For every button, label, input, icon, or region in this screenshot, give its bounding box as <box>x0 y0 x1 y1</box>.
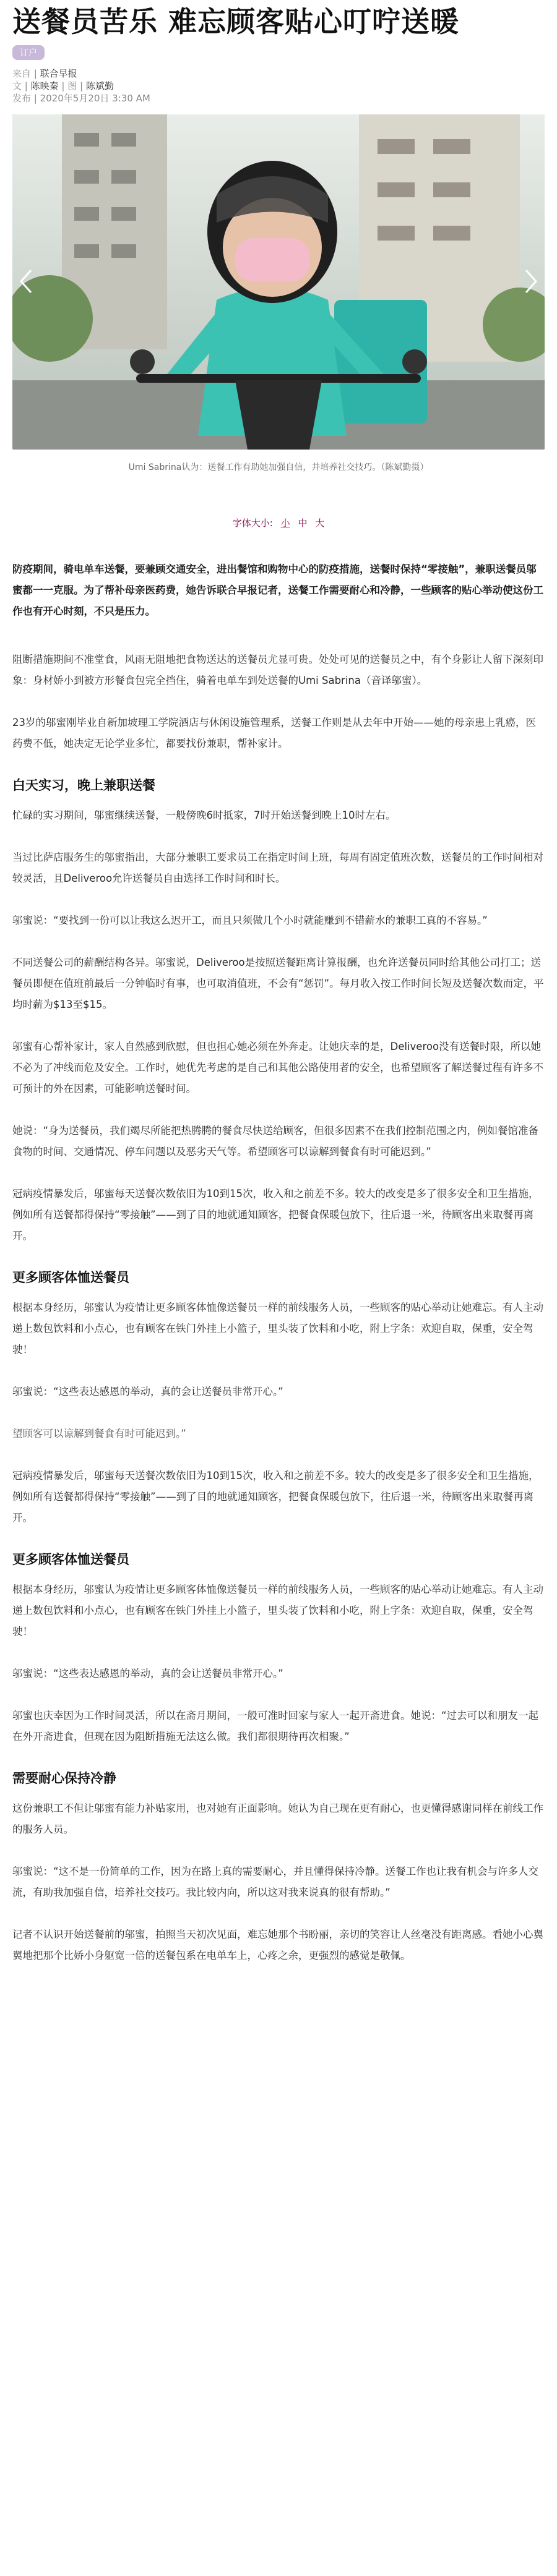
hero-photo <box>12 114 545 450</box>
body-paragraph: 根据本身经历，邬蜜认为疫情让更多顾客体恤像送餐员一样的前线服务人员，一些顾客的贴心举动让她难忘。有人主动递上数包饮料和小点心，也有顾客在铁门外挂上小篮子，里头装了饮料和小吃，附上字条：欢迎自取，保重，安全驾驶！ <box>12 1584 543 1638</box>
article-meta <box>12 67 545 104</box>
body-paragraph: 她说：“身为送餐员，我们竭尽所能把热腾腾的餐食尽快送给顾客，但很多因素不在我们控制范围之内，例如餐馆准备食物的时间、交通情况、停车问题以及恶劣天气等。希望顾客可以谅解到餐食有时可能迟到。” <box>12 1125 539 1158</box>
article-body <box>12 559 545 1966</box>
body-paragraph: 邬蜜有心帮补家计，家人自然感到欣慰，但也担心她必须在外奔走。让她庆幸的是，Deliveroo没有送餐时限，所以她不必为了冲线而危及安全。工作时，她优先考虑的是自己和其他公路使用者的安全，也希望顾客了解送餐过程有许多不可预计的外在因素，可能影响送餐时间。 <box>12 1041 543 1095</box>
hero-illustration <box>12 114 545 450</box>
font-size-large[interactable]: 大 <box>315 518 325 529</box>
font-size-control <box>12 516 545 529</box>
body-paragraph: 冠病疫情暴发后，邬蜜每天送餐次数依旧为10到15次，收入和之前差不多。较大的改变是多了很多安全和卫生措施，例如所有送餐都得保持“零接触”——到了目的地就通知顾客，把餐食保暖包放下，往后退一米，待顾客出来取餐再离开。 <box>12 1188 539 1242</box>
meta-date-value: 2020年5月20日 3:30 AM <box>40 93 150 104</box>
font-size-small[interactable]: 小 <box>280 518 290 529</box>
section-heading: 需要耐心保持冷静 <box>12 1771 116 1786</box>
body-paragraph: 邬蜜说：“要找到一份可以让我这么迟开工，而且只须做几个小时就能赚到不错薪水的兼职工真的不容易。” <box>12 915 488 927</box>
hero-next-button[interactable] <box>525 269 537 299</box>
meta-date-label: 发布 <box>12 93 32 104</box>
chevron-left-icon <box>20 269 32 294</box>
body-paragraph: 不同送餐公司的薪酬结构各异。邬蜜说，Deliveroo是按照送餐距离计算报酬，也允许送餐员同时给其他公司打工；送餐员即便在值班前最后一分钟临时有事，也可取消值班，不会有“惩罚”。每月收入按工作时间长短及送餐次数而定，平均时薪为$13至$15。 <box>12 957 544 1011</box>
body-paragraph: 阻断措施期间不准堂食，风雨无阻地把食物送达的送餐员尤显可贵。处处可见的送餐员之中，有个身影让人留下深刻印象：身材娇小到被方形餐食包完全挡住，骑着电单车到处送餐的Umi Sabrina（音译邬蜜）。 <box>12 654 543 687</box>
body-paragraph: 根据本身经历，邬蜜认为疫情让更多顾客体恤像送餐员一样的前线服务人员，一些顾客的贴心举动让她难忘。有人主动递上数包饮料和小点心，也有顾客在铁门外挂上小篮子，里头装了饮料和小吃，附上字条：欢迎自取，保重，安全驾驶！ <box>12 1302 543 1356</box>
section-heading: 更多顾客体恤送餐员 <box>12 1552 129 1567</box>
meta-author-value[interactable]: 陈映秦 <box>30 80 59 92</box>
subscriber-tag[interactable]: 订户 <box>12 45 45 60</box>
font-size-medium[interactable]: 中 <box>298 518 308 529</box>
hero-prev-button[interactable] <box>20 269 32 299</box>
body-paragraph: 这份兼职工不但让邬蜜有能力补贴家用，也对她有正面影响。她认为自己现在更有耐心，也更懂得感谢同样在前线工作的服务人员。 <box>12 1802 543 1836</box>
body-paragraph: 邬蜜也庆幸因为工作时间灵活，所以在斋月期间，一般可准时回家与家人一起开斋进食。她说：“过去可以和朋友一起在外开斋进食，但现在因为阻断措施无法这么做。我们都很期待再次相聚。” <box>12 1710 539 1743</box>
meta-photo-value[interactable]: 陈斌勤 <box>85 80 114 92</box>
meta-source-label: 来自 <box>12 68 32 80</box>
body-paragraph: 23岁的邬蜜刚毕业自新加坡理工学院酒店与休闲设施管理系，送餐工作则是从去年中开始——她的母亲患上乳癌，医药费不低，她决定无论学业多忙，都要找份兼职，帮补家计。 <box>12 717 536 750</box>
body-paragraph: 邬蜜说：“这不是一份简单的工作，因为在路上真的需要耐心，并且懂得保持冷静。送餐工作也让我有机会与许多人交流，有助我加强自信，培养社交技巧。我比较内向，所以这对我来说真的很有帮助。” <box>12 1866 539 1899</box>
body-paragraph: 忙碌的实习期间，邬蜜继续送餐，一般傍晚6时抵家，7时开始送餐到晚上10时左右。 <box>12 809 396 822</box>
body-paragraph: 冠病疫情暴发后，邬蜜每天送餐次数依旧为10到15次，收入和之前差不多。较大的改变是多了很多安全和卫生措施，例如所有送餐都得保持“零接触”——到了目的地就通知顾客，把餐食保暖包放下，往后退一米，待顾客出来取餐再离开。 <box>12 1470 539 1524</box>
body-paragraph: 望顾客可以谅解到餐食有时可能迟到。” <box>12 1428 186 1440</box>
font-size-label: 字体大小: <box>232 518 273 529</box>
body-paragraph: 记者不认识开始送餐前的邬蜜，拍照当天初次见面，难忘她那个书盼丽，亲切的笑容让人丝毫没有距离感。看她小心翼翼地把那个比娇小身躯宽一倍的送餐包系在电单车上，心疼之余，更强烈的感觉是敬佩。 <box>12 1929 543 1962</box>
body-paragraph: 邬蜜说：“这些表达感恩的举动，真的会让送餐员非常开心。” <box>12 1668 283 1680</box>
chevron-right-icon <box>525 269 537 294</box>
article-title: 送餐员苦乐 难忘顾客贴心叮咛送暖 <box>12 5 460 38</box>
body-paragraph: 邬蜜说：“这些表达感恩的举动，真的会让送餐员非常开心。” <box>12 1386 283 1398</box>
meta-photo-label: 图 <box>67 80 77 92</box>
meta-date: 发布 | 2020年5月20日 3:30 AM <box>12 93 150 104</box>
body-paragraph: 当过比萨店服务生的邬蜜指出，大部分兼职工要求员工在指定时间上班，每周有固定值班次数，送餐员的工作时间相对较灵活，且Deliveroo允许送餐员自由选择工作时间和时长。 <box>12 851 543 885</box>
hero-caption: Umi Sabrina认为：送餐工作有助她加强自信，并培养社交技巧。（陈斌勤摄） <box>128 463 429 473</box>
meta-author: 文 | 陈映秦 | 图 | 陈斌勤 <box>12 80 114 92</box>
lead-paragraph: 防疫期间，骑电单车送餐，要兼顾交通安全，进出餐馆和购物中心的防疫措施，送餐时保持“零接触”，兼职送餐员邬蜜都一一克服。为了帮补母亲医药费，她告诉联合早报记者，送餐工作需要耐心和冷静，一些顾客的贴心举动使这份工作也有开心时刻，不只是压力。 <box>12 563 543 618</box>
section-heading: 白天实习，晚上兼职送餐 <box>12 778 155 793</box>
section-heading: 更多顾客体恤送餐员 <box>12 1270 129 1286</box>
meta-source-value[interactable]: 联合早报 <box>40 68 77 80</box>
meta-author-label: 文 <box>12 80 22 92</box>
meta-source: 来自 | 联合早报 <box>12 68 77 80</box>
